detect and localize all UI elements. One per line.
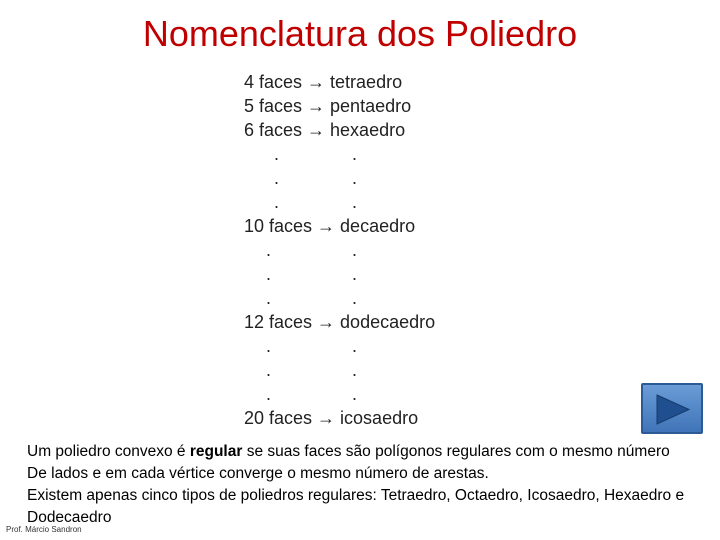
faces-list bbox=[244, 70, 435, 430]
list-item-5-faces: 5 faces → pentaedro bbox=[244, 96, 412, 116]
page-title: Nomenclatura dos Poliedro bbox=[142, 13, 578, 54]
text-line: Dodecaedro bbox=[27, 509, 112, 526]
list-item-12-faces: 12 faces → dodecaedro bbox=[244, 312, 436, 332]
ellipsis-row: . . bbox=[274, 192, 358, 212]
list-item-6-faces: 6 faces → hexaedro bbox=[244, 120, 406, 140]
ellipsis-row: . . bbox=[274, 168, 358, 188]
list-item-4-faces: 4 faces → tetraedro bbox=[244, 72, 403, 92]
next-slide-button[interactable] bbox=[641, 383, 703, 434]
author-credit: Prof. Márcio Sandron bbox=[6, 525, 82, 534]
ellipsis-row: . . bbox=[274, 144, 358, 164]
ellipsis-row: . . bbox=[266, 384, 358, 404]
play-triangle-icon bbox=[655, 393, 691, 426]
list-item-10-faces: 10 faces → decaedro bbox=[244, 216, 416, 236]
ellipsis-row: . . bbox=[266, 240, 358, 260]
text-line: Existem apenas cinco tipos de poliedros regulares: Tetraedro, Octaedro, Icosaedro, Hexaedro e bbox=[27, 487, 685, 504]
bold-term: regular bbox=[189, 443, 243, 460]
text-line: De lados e em cada vértice converge o mesmo número de arestas. bbox=[27, 465, 489, 482]
ellipsis-row: . . bbox=[266, 288, 358, 308]
ellipsis-row: . . bbox=[266, 264, 358, 284]
description-text bbox=[27, 441, 717, 529]
ellipsis-row: . . bbox=[266, 336, 358, 356]
text-line: Um poliedro convexo é regular se suas faces são polígonos regulares com o mesmo número bbox=[27, 443, 670, 460]
list-item-20-faces: 20 faces → icosaedro bbox=[244, 408, 419, 428]
ellipsis-row: . . bbox=[266, 360, 358, 380]
